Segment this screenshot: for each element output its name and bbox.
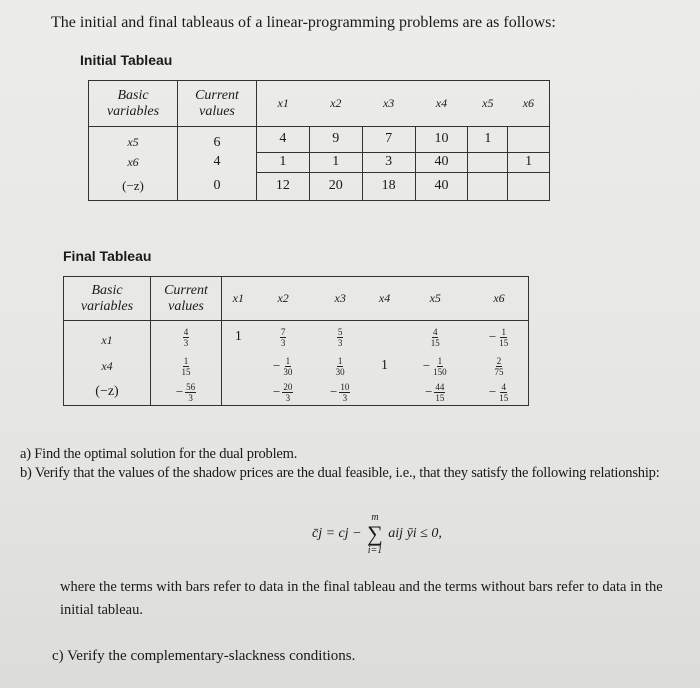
final-tableau-table — [63, 276, 529, 406]
current-cell: 6 — [178, 127, 257, 153]
table-cell — [312, 353, 369, 379]
question-b: b) Verify that the values of the shadow prices are the dual feasible, i.e., that they satisfy the following relationship: — [20, 465, 660, 481]
table-cell: 1 — [468, 127, 508, 153]
denominator: 15 — [499, 337, 509, 348]
basic-variables-header: Basic variables — [89, 81, 178, 127]
column-header: x3 — [362, 81, 415, 127]
column-header: x1 — [257, 81, 310, 127]
minus-sign: − — [488, 329, 497, 344]
fraction — [488, 326, 509, 348]
table-cell: 18 — [362, 172, 415, 200]
table-cell: 1 — [381, 358, 389, 373]
question-a: a) Find the optimal solution for the dual problem. — [20, 446, 298, 462]
minus-sign: − — [425, 384, 433, 399]
minus-sign: − — [272, 358, 281, 373]
numerator: 44 — [435, 381, 445, 392]
table-cell: 1 — [508, 152, 550, 172]
table-cell: 10 — [415, 127, 468, 153]
basic-cell: (−z) — [64, 379, 151, 406]
table-cell — [400, 321, 470, 354]
basic-cell: x5 — [89, 127, 178, 153]
column-header: x5 — [400, 277, 470, 321]
minus-sign: − — [175, 384, 184, 399]
basic-cell: x4 — [64, 353, 151, 379]
current-cell: 0 — [178, 172, 257, 200]
numerator: 4 — [501, 381, 506, 392]
table-cell: 3 — [362, 152, 415, 172]
column-header: x5 — [468, 81, 508, 127]
summation-symbol — [367, 512, 383, 556]
intro-text: The initial and final tableaus of a linear-programming problems are as follows: — [51, 14, 556, 31]
column-header: x4 — [415, 81, 468, 127]
fraction — [422, 355, 448, 377]
column-header: x6 — [508, 81, 550, 127]
numerator: 5 — [337, 326, 343, 337]
table-cell — [222, 379, 255, 406]
minus-sign: − — [272, 384, 281, 399]
question-c: c) Verify the complementary-slackness conditions. — [52, 648, 356, 664]
table-cell: 12 — [257, 172, 310, 200]
table-cell: 1 — [257, 152, 310, 172]
denominator: 15 — [181, 366, 191, 377]
numerator: 1 — [183, 355, 189, 366]
table-row — [89, 127, 550, 153]
column-header: x2 — [309, 81, 362, 127]
table-cell — [508, 127, 550, 153]
column-header: x2 — [255, 277, 312, 321]
column-header: x6 — [470, 277, 528, 321]
denominator: 15 — [430, 337, 440, 348]
denominator: 30 — [283, 366, 293, 377]
numerator: 1 — [437, 355, 443, 366]
current-cell — [151, 321, 222, 354]
initial-header-row — [89, 81, 550, 127]
final-table-body — [64, 321, 529, 406]
table-cell: 20 — [309, 172, 362, 200]
fraction — [329, 381, 350, 403]
denominator: 3 — [285, 392, 291, 403]
table-row — [64, 321, 529, 354]
minus-sign: − — [329, 384, 338, 399]
fraction — [175, 381, 196, 403]
denominator: 3 — [337, 337, 343, 348]
table-cell — [369, 321, 401, 354]
numerator: 4 — [432, 326, 438, 337]
formula-rhs: aij ȳi ≤ 0, — [388, 526, 442, 542]
table-cell: 40 — [415, 172, 468, 200]
table-cell — [222, 353, 255, 379]
table-row — [64, 353, 529, 379]
table-cell — [255, 353, 312, 379]
fraction — [272, 355, 293, 377]
dual-feasibility-formula — [312, 512, 442, 556]
minus-sign: − — [488, 384, 497, 399]
table-cell: 7 — [362, 127, 415, 153]
denominator: 150 — [433, 366, 447, 377]
table-cell: 9 — [309, 127, 362, 153]
basic-cell: x6 — [89, 152, 178, 172]
sum-upper-limit: m — [371, 512, 379, 523]
table-cell: 40 — [415, 152, 468, 172]
final-tableau-heading: Final Tableau — [63, 248, 152, 264]
table-cell — [312, 379, 369, 406]
denominator: 3 — [342, 392, 348, 403]
denominator: 3 — [183, 337, 189, 348]
table-cell — [369, 379, 401, 406]
basic-variables-header: Basic variables — [64, 277, 151, 321]
table-cell — [468, 172, 508, 200]
minus-sign: − — [422, 358, 431, 373]
sum-lower-limit: i=1 — [367, 545, 383, 556]
table-cell — [508, 172, 550, 200]
table-cell — [400, 379, 470, 406]
fraction — [494, 355, 505, 377]
table-cell — [470, 321, 528, 354]
table-cell: 1 — [234, 329, 242, 344]
fraction — [425, 381, 445, 403]
numerator: 1 — [501, 326, 506, 337]
final-header-row — [64, 277, 529, 321]
where-note: where the terms with bars refer to data in the final tableau and the terms without bars refer to data in the initial tableau. — [60, 579, 663, 618]
current-values-header: Current values — [151, 277, 222, 321]
table-cell — [255, 379, 312, 406]
denominator: 75 — [494, 366, 504, 377]
table-row — [89, 172, 550, 200]
current-values-header: Current values — [178, 81, 257, 127]
denominator: 30 — [335, 366, 345, 377]
numerator: 4 — [183, 326, 189, 337]
table-cell — [470, 353, 528, 379]
numerator: 10 — [340, 381, 350, 392]
denominator: 15 — [435, 392, 445, 403]
table-row — [89, 152, 550, 172]
numerator: 20 — [283, 381, 293, 392]
table-cell — [400, 353, 470, 379]
basic-cell: x1 — [64, 321, 151, 354]
numerator: 56 — [186, 381, 196, 392]
fraction — [272, 381, 293, 403]
current-cell — [151, 353, 222, 379]
column-header: x3 — [312, 277, 369, 321]
initial-tableau-table — [88, 80, 550, 201]
table-cell: 1 — [309, 152, 362, 172]
fraction — [430, 326, 441, 348]
table-cell — [312, 321, 369, 354]
fraction — [280, 326, 287, 348]
formula-lhs: c̄j = cj − — [312, 526, 362, 542]
fraction — [488, 381, 509, 403]
basic-cell: (−z) — [89, 172, 178, 200]
numerator: 2 — [496, 355, 502, 366]
denominator: 3 — [188, 392, 193, 403]
denominator: 3 — [280, 337, 286, 348]
table-cell — [255, 321, 312, 354]
denominator: 15 — [499, 392, 509, 403]
fraction — [181, 355, 192, 377]
table-row — [64, 379, 529, 406]
numerator: 7 — [280, 326, 286, 337]
table-cell — [470, 379, 528, 406]
initial-tableau-heading: Initial Tableau — [80, 52, 173, 68]
fraction — [335, 355, 346, 377]
table-cell — [468, 152, 508, 172]
column-header: x4 — [369, 277, 401, 321]
numerator: 1 — [337, 355, 343, 366]
fraction — [183, 326, 190, 348]
current-cell: 4 — [178, 152, 257, 172]
sigma-icon: ∑ — [367, 521, 383, 546]
table-cell: 4 — [257, 127, 310, 153]
column-header: x1 — [222, 277, 255, 321]
numerator: 1 — [285, 355, 291, 366]
fraction — [337, 326, 344, 348]
current-cell — [151, 379, 222, 406]
